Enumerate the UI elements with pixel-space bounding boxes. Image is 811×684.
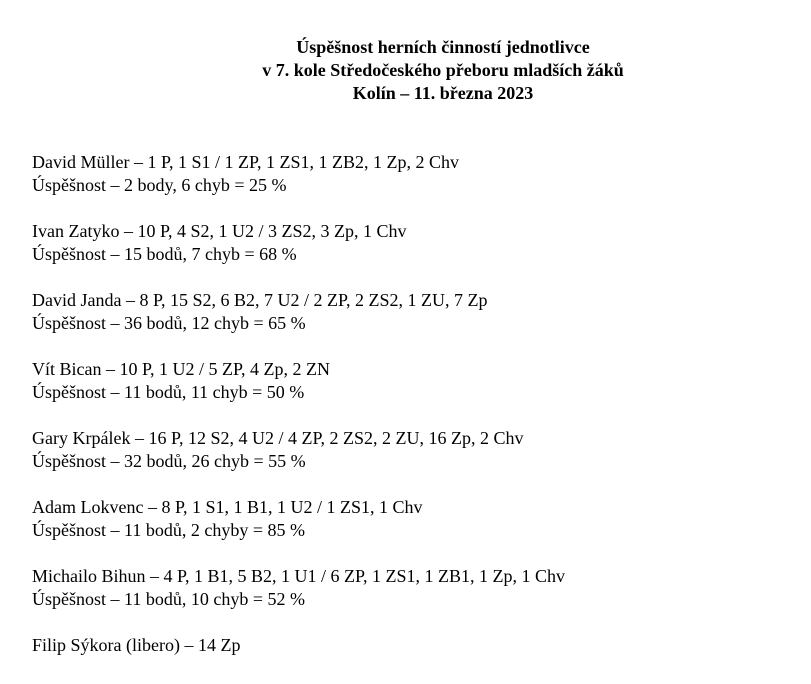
title-line-3: Kolín – 11. března 2023 [352, 83, 534, 103]
player-stats: Vít Bican – 10 P, 1 U2 / 5 ZP, 4 Zp, 2 ZN [32, 359, 331, 379]
player-success: Úspěšnost – 36 bodů, 12 chyb = 65 % [32, 313, 306, 333]
player-entry-lokvenc [32, 496, 792, 542]
player-entry-bihun [32, 565, 792, 611]
player-entry-zatyko [32, 220, 792, 266]
player-success: Úspěšnost – 15 bodů, 7 chyb = 68 % [32, 244, 297, 264]
player-stats: Michailo Bihun – 4 P, 1 B1, 5 B2, 1 U1 / 6 ZP, 1 ZS1, 1 ZB1, 1 Zp, 1 Chv [32, 566, 566, 586]
player-list [32, 151, 792, 680]
title-line-1: Úspěšnost herních činností jednotlivce [296, 37, 590, 57]
player-entry-sykora [32, 634, 792, 657]
player-success: Úspěšnost – 11 bodů, 10 chyb = 52 % [32, 589, 305, 609]
player-stats: Filip Sýkora (libero) – 14 Zp [32, 635, 241, 655]
player-success: Úspěšnost – 11 bodů, 2 chyby = 85 % [32, 520, 305, 540]
player-entry-krpalek [32, 427, 792, 473]
player-entry-muller [32, 151, 792, 197]
player-stats: David Janda – 8 P, 15 S2, 6 B2, 7 U2 / 2 ZP, 2 ZS2, 1 ZU, 7 Zp [32, 290, 488, 310]
document-title [238, 36, 648, 105]
player-stats: David Müller – 1 P, 1 S1 / 1 ZP, 1 ZS1, 1 ZB2, 1 Zp, 2 Chv [32, 152, 460, 172]
player-success: Úspěšnost – 32 bodů, 26 chyb = 55 % [32, 451, 306, 471]
player-stats: Adam Lokvenc – 8 P, 1 S1, 1 B1, 1 U2 / 1 ZS1, 1 Chv [32, 497, 423, 517]
player-entry-janda [32, 289, 792, 335]
title-line-2: v 7. kole Středočeského přeboru mladších žáků [262, 60, 624, 80]
player-stats: Gary Krpálek – 16 P, 12 S2, 4 U2 / 4 ZP, 2 ZS2, 2 ZU, 16 Zp, 2 Chv [32, 428, 524, 448]
player-success: Úspěšnost – 11 bodů, 11 chyb = 50 % [32, 382, 305, 402]
player-entry-bican [32, 358, 792, 404]
player-success: Úspěšnost – 2 body, 6 chyb = 25 % [32, 175, 287, 195]
player-stats: Ivan Zatyko – 10 P, 4 S2, 1 U2 / 3 ZS2, 3 Zp, 1 Chv [32, 221, 407, 241]
